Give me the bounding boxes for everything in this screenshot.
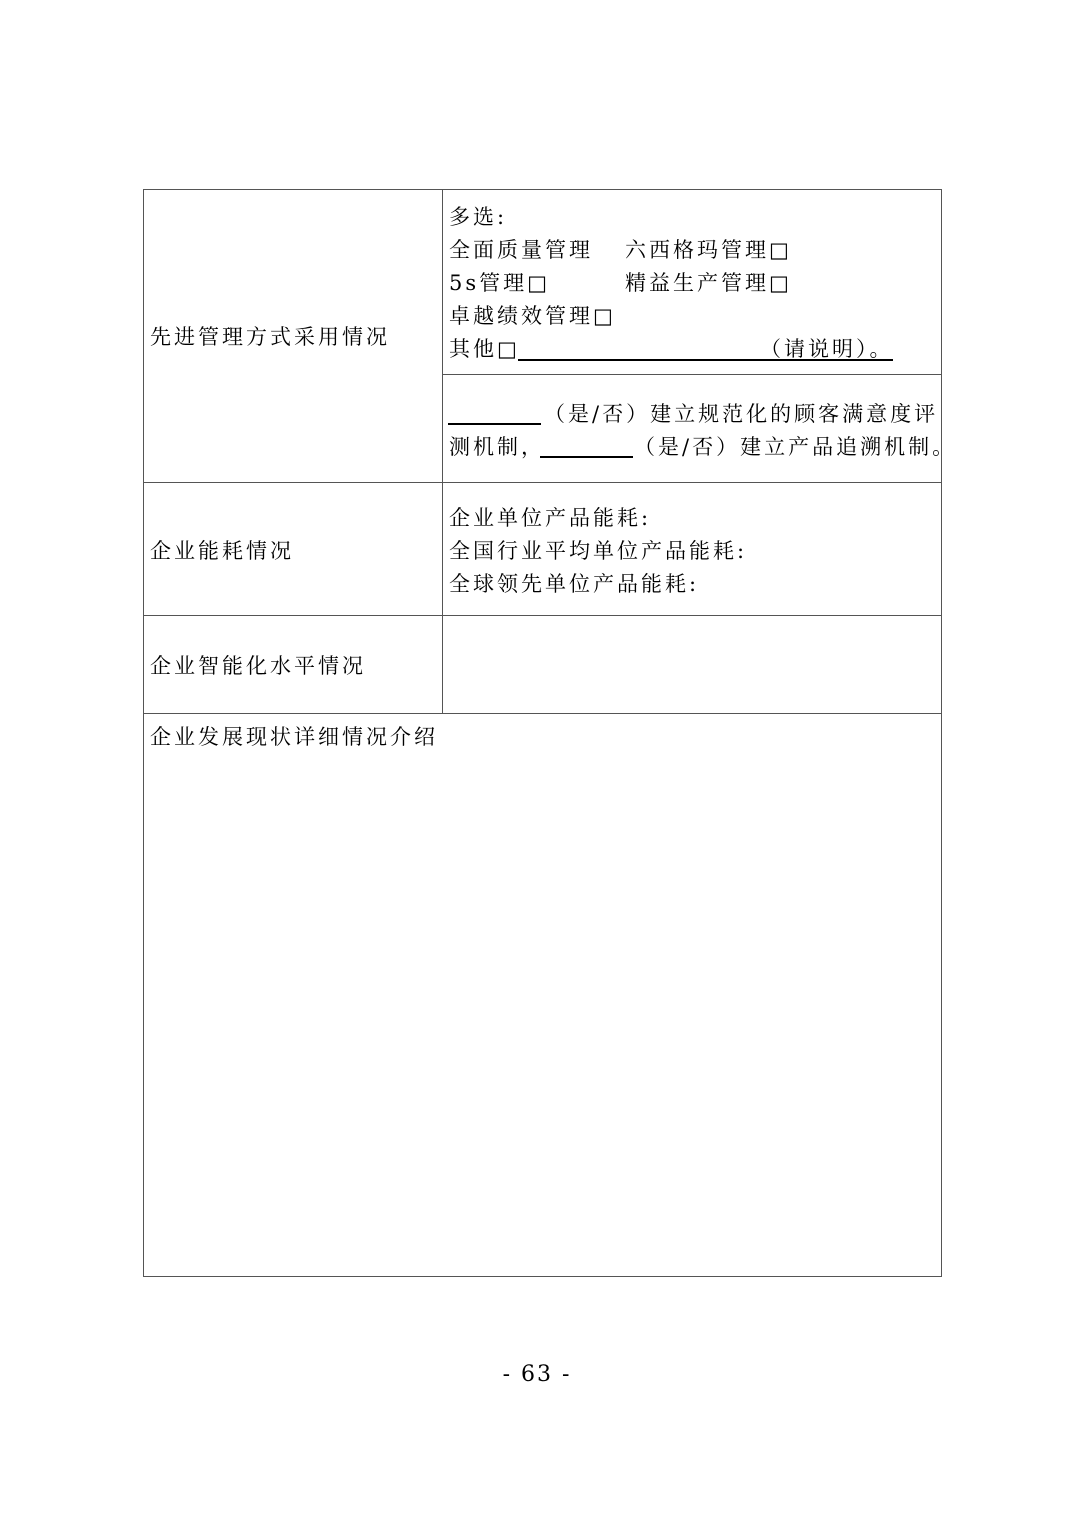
option-5s[interactable]: 5s管理□ [449,271,550,295]
row-divider [143,482,942,483]
energy-label: 企业能耗情况 [150,539,294,563]
row-divider [143,713,942,714]
row-divider-sub [442,374,942,375]
management-label: 先进管理方式采用情况 [150,325,390,349]
page-number: - 63 - [502,1362,572,1387]
traceability-text: （是/否）建立产品追溯机制。 [634,435,957,459]
other-note: （请说明）。 [760,337,894,361]
option-lean[interactable]: 精益生产管理□ [625,271,792,295]
intelligence-label: 企业智能化水平情况 [150,654,366,678]
energy-unit-product: 企业单位产品能耗: [449,506,652,530]
development-label: 企业发展现状详细情况介绍 [150,725,438,749]
option-other[interactable]: 其他□ [449,337,520,361]
option-excellence[interactable]: 卓越绩效管理□ [449,304,616,328]
satisfaction-text-line2a: 测机制， [449,435,545,459]
satisfaction-text-line1: （是/否）建立规范化的顾客满意度评 [544,402,939,426]
option-six-sigma[interactable]: 六西格玛管理□ [625,238,792,262]
energy-national-average: 全国行业平均单位产品能耗: [449,539,748,563]
multi-select-label: 多选: [449,205,508,229]
satisfaction-fill-blank[interactable] [448,404,541,425]
traceability-fill-blank[interactable] [540,437,633,458]
energy-global-leading: 全球领先单位产品能耗: [449,572,700,596]
option-tqm[interactable]: 全面质量管理 [449,238,593,262]
intelligence-input-area[interactable] [443,616,941,713]
development-input-area[interactable] [144,756,941,1276]
